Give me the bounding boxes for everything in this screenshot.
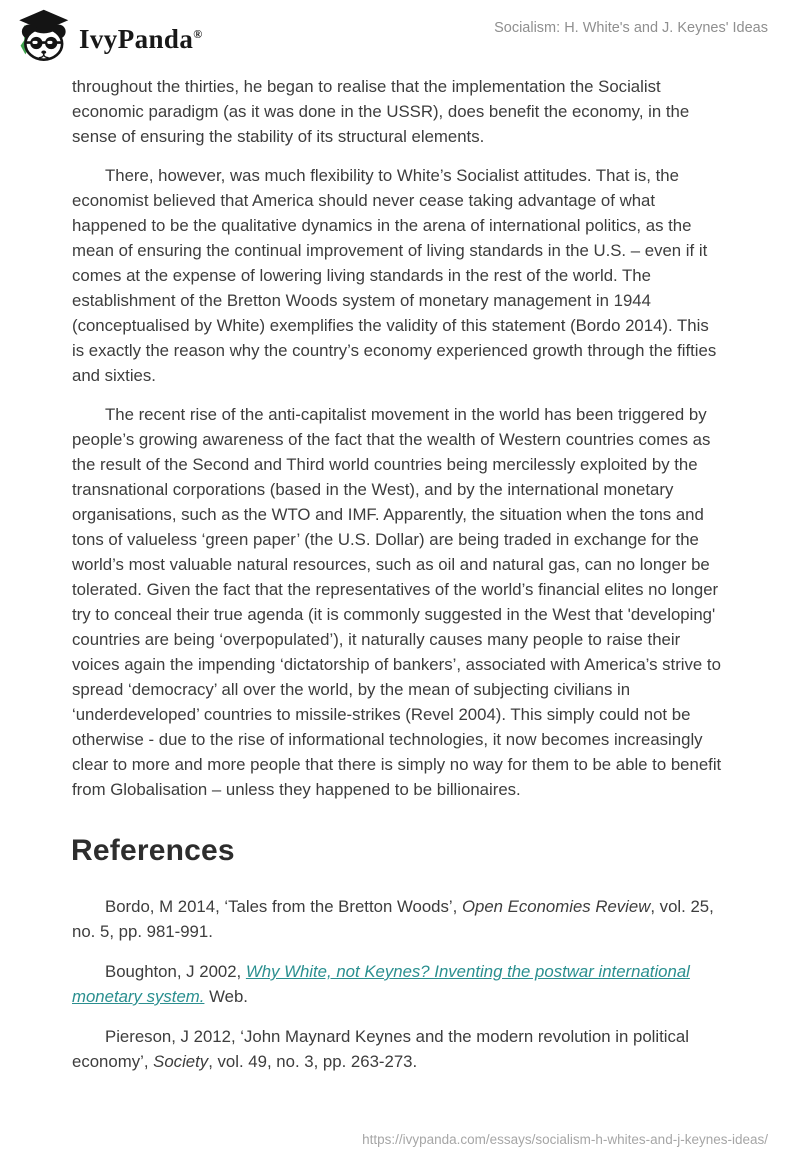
document-title: Socialism: H. White's and J. Keynes' Ideas <box>494 20 768 36</box>
reference-item <box>72 894 724 944</box>
reference-text: Society <box>153 1052 209 1071</box>
reference-item <box>72 1024 724 1074</box>
logo-wordmark <box>79 20 203 53</box>
reference-text: Piereson, J 2012, ‘John Maynard Keynes and the modern revolution in political economy’, <box>72 1027 689 1071</box>
reference-text: , vol. 49, no. 3, pp. 263-273. <box>208 1052 418 1071</box>
reference-text: Bordo, M 2014, ‘Tales from the Bretton Woods’, <box>105 897 462 916</box>
page-header <box>0 0 800 64</box>
panda-graduate-logo-icon <box>14 8 70 64</box>
references-heading: References <box>71 834 235 867</box>
paragraph-continuation: throughout the thirties, he began to realise that the implementation the Socialist economic paradigm (as it was done in the USSR), does benefit the economy, in the sense of ensuring the stability of its structural elements. <box>72 77 690 146</box>
references-list <box>72 894 724 1074</box>
reference-link[interactable]: Why White, not Keynes? Inventing the postwar international monetary system. <box>72 962 690 1006</box>
registered-trademark-symbol: ® <box>193 26 203 41</box>
reference-text: Open Economies Review <box>461 897 651 916</box>
reference-item <box>72 959 724 1009</box>
paragraph: The recent rise of the anti-capitalist movement in the world has been triggered by people’s growing awareness of the fact that the wealth of Western countries comes as the result of the Second and Third world countries being mercilessly exploited by the transnational corporations (based in the West), and by the international monetary organisations, such as the WTO and IMF. Apparently, the situation when the tons and tons of valueless ‘green paper’ (the U.S. Dollar) are being traded in exchange for the world’s most valuable natural resources, such as oil and natural gas, can no longer be tolerated. Given the fact that the representatives of the world’s financial elites no longer try to conceal their true agenda (it is commonly suggested in the West that 'developing' countries are being ‘overpopulated’), it naturally causes many people to raise their voices again the impending ‘dictatorship of bankers’, associated with America’s strive to spread ‘democracy’ all over the world, by the mean of subjecting civilians in ‘underdeveloped’ countries to missile-strikes (Revel 2004). This simply could not be otherwise - due to the rise of informational technologies, it now becomes increasingly clear to more and more people that there is simply no way for them to be able to benefit from Globalisation – unless they happened to be billionaires. <box>72 405 722 799</box>
source-url: https://ivypanda.com/essays/socialism-h-whites-and-j-keynes-ideas/ <box>362 1132 768 1147</box>
reference-text: Web. <box>204 987 248 1006</box>
ivypanda-logo[interactable] <box>14 8 203 64</box>
essay-body <box>0 64 800 1074</box>
reference-text: , vol. 25, no. 5, pp. 981-991. <box>72 897 714 941</box>
reference-text: Boughton, J 2002, <box>105 962 246 981</box>
paragraph: There, however, was much flexibility to White’s Socialist attitudes. That is, the economist believed that America should never cease taking advantage of what happened to be the qualitative dynamics in the arena of international politics, as the mean of ensuring the continual improvement of living standards in the U.S. – even if it comes at the expense of lowering living standards in the rest of the world. The establishment of the Bretton Woods system of monetary management in 1944 (conceptualised by White) exemplifies the validity of this statement (Bordo 2014). This is exactly the reason why the country’s economy experienced growth through the fifties and sixties. <box>72 166 717 385</box>
logo-wordmark-text: IvyPanda <box>79 23 194 54</box>
